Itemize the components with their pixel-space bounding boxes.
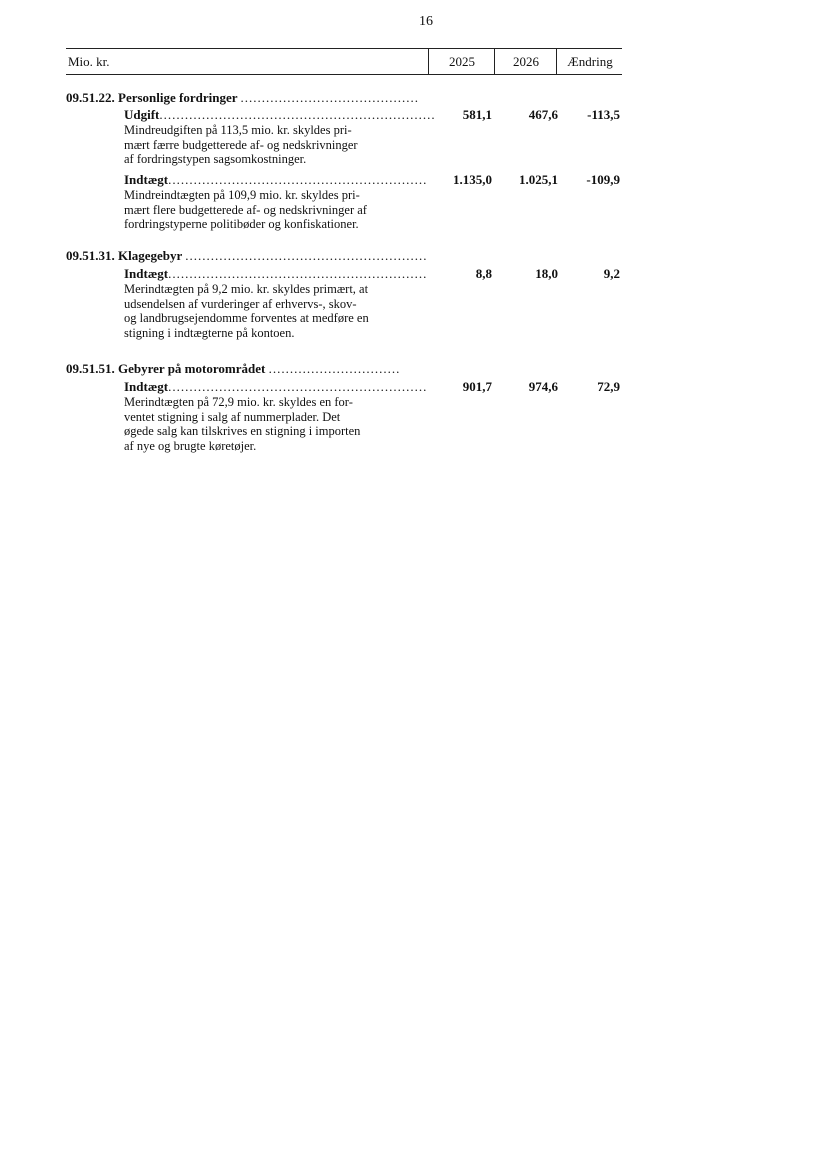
item-description: Mindreindtægten på 109,9 mio. kr. skyldes pri- mært flere budgetterede af- og nedskrivninger af fordringstyperne politibøder og konfiskationer. xyxy=(124,188,367,232)
account-heading: 09.51.22. Personlige fordringer .......................................... xyxy=(66,90,420,105)
account-number: 09.51.31. xyxy=(66,248,115,263)
account-number: 09.51.51. xyxy=(66,361,115,376)
value-change: -109,9 xyxy=(586,172,620,187)
table-header xyxy=(66,48,622,75)
value-2026: 18,0 xyxy=(535,266,558,281)
item-kind: Udgift................................................................. xyxy=(124,107,436,122)
section-klagegebyr xyxy=(66,248,626,348)
account-number: 09.51.22. xyxy=(66,90,115,105)
account-title: Klagegebyr xyxy=(118,248,183,263)
section-gebyrer-motoromraadet xyxy=(66,361,626,461)
page-number: 16 xyxy=(419,14,433,29)
item-kind: Indtægt............................................................. xyxy=(124,266,428,281)
value-2025: 581,1 xyxy=(462,107,492,122)
account-heading: 09.51.51. Gebyrer på motorområdet ............................... xyxy=(66,361,401,376)
value-change: -113,5 xyxy=(587,107,620,122)
column-2026: 2026 xyxy=(494,49,557,74)
column-2025: 2025 xyxy=(428,49,495,74)
value-2025: 1.135,0 xyxy=(453,172,492,187)
item-description: Mindreudgiften på 113,5 mio. kr. skyldes pri- mært færre budgetterede af- og nedskrivninger af fordringstypen sagsomkostninger. xyxy=(124,123,358,167)
item-kind: Indtægt............................................................. xyxy=(124,379,428,394)
section-personlige-fordringer xyxy=(66,90,626,240)
value-2026: 467,6 xyxy=(528,107,558,122)
value-2026: 974,6 xyxy=(528,379,558,394)
account-title: Personlige fordringer xyxy=(118,90,238,105)
item-kind: Indtægt............................................................. xyxy=(124,172,428,187)
unit-label: Mio. kr. xyxy=(68,54,110,69)
value-change: 9,2 xyxy=(603,266,620,281)
item-description: Merindtægten på 72,9 mio. kr. skyldes en for- ventet stigning i salg af nummerplader. Det øgede salg kan tilskrives en stigning i importen af nye og brugte køretøjer. xyxy=(124,395,361,453)
value-change: 72,9 xyxy=(597,379,620,394)
account-heading: 09.51.31. Klagegebyr ......................................................... xyxy=(66,248,428,263)
item-description: Merindtægten på 9,2 mio. kr. skyldes primært, at udsendelsen af vurderinger af erhvervs-, skov- og landbrugsejendomme forventes at medføre en stigning i indtægterne på kontoen. xyxy=(124,282,369,340)
value-2026: 1.025,1 xyxy=(519,172,558,187)
value-2025: 901,7 xyxy=(462,379,492,394)
value-2025: 8,8 xyxy=(475,266,492,281)
column-change: Ændring xyxy=(556,49,623,74)
account-title: Gebyrer på motorområdet xyxy=(118,361,266,376)
